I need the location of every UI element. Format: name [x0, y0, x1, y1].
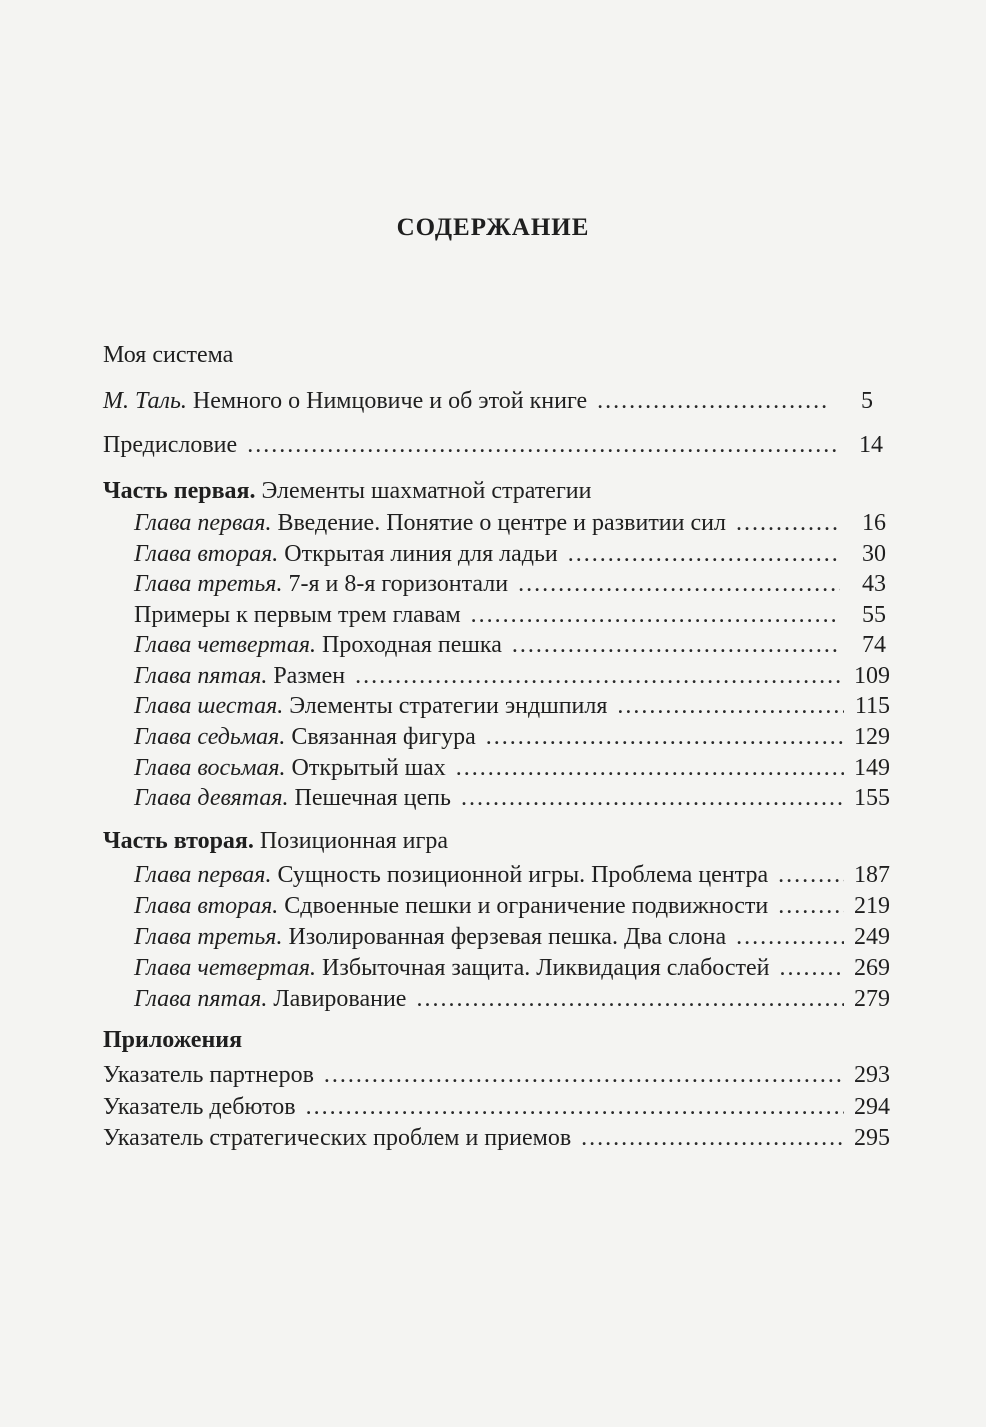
appendix-title: Указатель стратегических проблем и приемов [103, 1125, 572, 1151]
part-label: Часть первая. [103, 478, 256, 504]
toc-entry[interactable] [134, 630, 886, 660]
toc-entry[interactable] [134, 753, 890, 783]
chapter-title: Связанная фигура [291, 724, 476, 750]
dot-leader [461, 783, 844, 813]
chapter-title: Размен [273, 663, 346, 689]
dot-leader [780, 953, 844, 983]
toc-entry-preface[interactable] [103, 430, 883, 460]
page-number: 269 [854, 955, 890, 981]
toc-entry[interactable] [134, 539, 886, 569]
appendix-title: Указатель дебютов [103, 1094, 296, 1120]
toc-entry[interactable] [134, 783, 890, 813]
page-number: 16 [862, 510, 886, 536]
dot-leader [568, 539, 840, 569]
dot-leader [306, 1092, 844, 1122]
dot-leader [597, 386, 827, 416]
dot-leader [736, 508, 840, 538]
chapter-prefix: Глава девятая. [134, 785, 289, 811]
chapter-prefix: Глава седьмая. [134, 724, 286, 750]
chapter-prefix: Глава четвертая. [134, 955, 317, 981]
chapter-title: Избыточная защита. Ликвидация слабостей [322, 955, 770, 981]
toc-entry[interactable] [134, 984, 890, 1014]
page-number: 249 [854, 924, 890, 950]
dot-leader [581, 1123, 844, 1153]
chapter-title: Элементы стратегии эндшпиля [289, 693, 608, 719]
toc-entry[interactable] [103, 1123, 890, 1153]
chapter-title: Примеры к первым трем главам [134, 602, 461, 628]
chapter-prefix: Глава первая. [134, 862, 272, 888]
page-number: 294 [854, 1094, 890, 1120]
toc-entry[interactable] [103, 1060, 890, 1090]
dot-leader [778, 891, 844, 921]
chapter-title: Сущность позиционной игры. Проблема центра [277, 862, 769, 888]
dot-leader [617, 691, 844, 721]
part-title: Позиционная игра [259, 828, 448, 854]
page-number: 43 [862, 571, 886, 597]
page-number: 30 [862, 541, 886, 567]
appendix-heading: Приложения [103, 1027, 243, 1053]
appendix-title: Указатель партнеров [103, 1062, 314, 1088]
entry-title: Немного о Нимцовиче и об этой книге [192, 388, 588, 414]
chapter-prefix: Глава первая. [134, 510, 272, 536]
part-title: Элементы шахматной стратегии [261, 478, 592, 504]
chapter-prefix: Глава восьмая. [134, 755, 286, 781]
chapter-title: Введение. Понятие о центре и развитии сил [277, 510, 726, 536]
page-number: 74 [862, 632, 886, 658]
chapter-title: Проходная пешка [322, 632, 502, 658]
dot-leader [736, 922, 844, 952]
part-two-heading [103, 826, 448, 856]
toc-entry[interactable] [134, 922, 890, 952]
page-number: 155 [854, 785, 890, 811]
dot-leader [416, 984, 844, 1014]
page-number: 293 [854, 1062, 890, 1088]
toc-entry[interactable] [134, 569, 886, 599]
dot-leader [355, 661, 844, 691]
toc-entry-tal[interactable] [103, 386, 873, 416]
toc-entry[interactable] [134, 691, 890, 721]
chapter-prefix: Глава третья. [134, 571, 283, 597]
section-my-system: Моя система [103, 342, 234, 368]
page-number: 5 [861, 388, 873, 414]
chapter-prefix: Глава четвертая. [134, 632, 317, 658]
page-title: СОДЕРЖАНИЕ [396, 214, 590, 241]
page-number: 129 [854, 724, 890, 750]
part-one-heading [103, 476, 591, 506]
chapter-title: Открытый шах [291, 755, 446, 781]
dot-leader [486, 722, 844, 752]
chapter-prefix: Глава вторая. [134, 541, 279, 567]
page-number: 14 [859, 432, 883, 458]
chapter-prefix: Глава пятая. [134, 986, 268, 1012]
dot-leader [324, 1060, 844, 1090]
toc-entry[interactable] [103, 1092, 890, 1122]
toc-entry[interactable] [134, 661, 890, 691]
toc-entry[interactable] [134, 600, 886, 630]
chapter-title: Лавирование [273, 986, 407, 1012]
page-number: 55 [862, 602, 886, 628]
toc-entry[interactable] [134, 508, 886, 538]
chapter-prefix: Глава пятая. [134, 663, 268, 689]
toc-entry[interactable] [134, 891, 890, 921]
entry-author: М. Таль. [103, 388, 187, 414]
page-number: 115 [854, 693, 890, 719]
page-number: 295 [854, 1125, 890, 1151]
page-number: 187 [854, 862, 890, 888]
chapter-title: Пешечная цепь [294, 785, 451, 811]
chapter-prefix: Глава третья. [134, 924, 283, 950]
dot-leader [471, 600, 840, 630]
dot-leader [456, 753, 844, 783]
dot-leader [247, 430, 837, 460]
chapter-title: Изолированная ферзевая пешка. Два слона [288, 924, 727, 950]
chapter-prefix: Глава шестая. [134, 693, 284, 719]
chapter-title: Сдвоенные пешки и ограничение подвижности [284, 893, 769, 919]
page-number: 219 [854, 893, 890, 919]
page-number: 109 [854, 663, 890, 689]
chapter-title: Открытая линия для ладьи [284, 541, 558, 567]
toc-entry[interactable] [134, 953, 890, 983]
page-number: 149 [854, 755, 890, 781]
dot-leader [512, 630, 840, 660]
chapter-prefix: Глава вторая. [134, 893, 279, 919]
entry-title: Предисловие [103, 432, 238, 458]
toc-entry[interactable] [134, 860, 890, 890]
part-label: Часть вторая. [103, 828, 254, 854]
dot-leader [518, 569, 840, 599]
dot-leader [778, 860, 844, 890]
chapter-title: 7-я и 8-я горизонтали [288, 571, 509, 597]
toc-entry[interactable] [134, 722, 890, 752]
page-number: 279 [854, 986, 890, 1012]
